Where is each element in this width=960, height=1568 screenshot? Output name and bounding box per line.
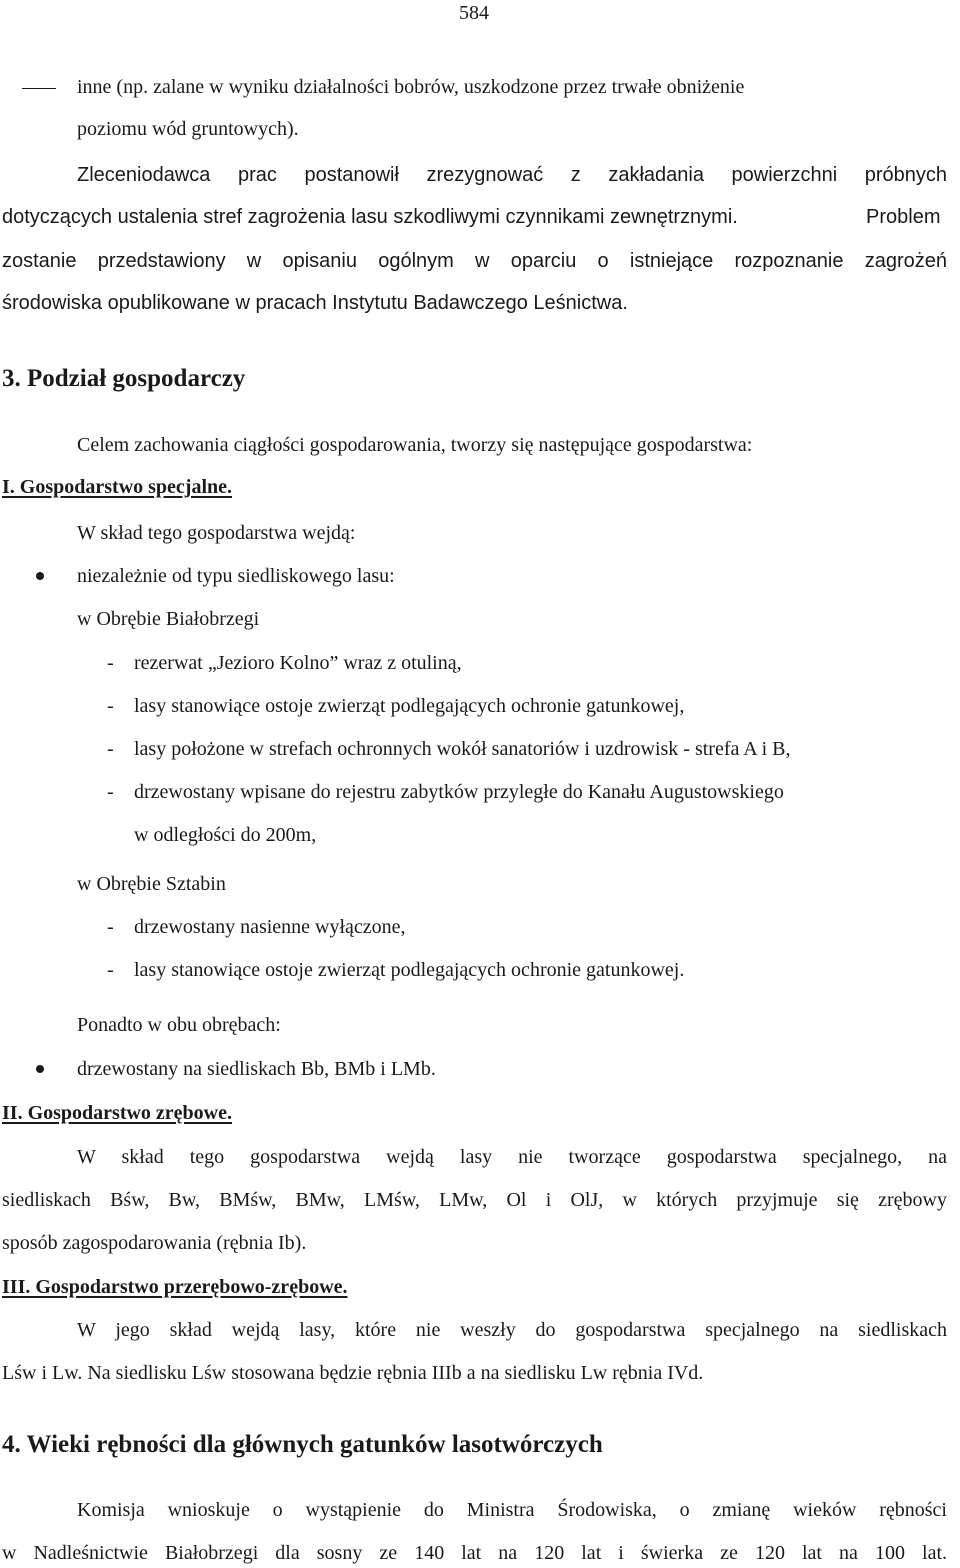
list-item: drzewostany wpisane do rejestru zabytków przyległe do Kanału Augustowskiego xyxy=(134,781,784,803)
dash-marker: - xyxy=(107,781,114,803)
page-number: 584 xyxy=(459,2,489,24)
bullet-item: drzewostany na siedliskach Bb, BMb i LMb. xyxy=(77,1058,436,1080)
list-item: lasy położone w strefach ochronnych wokół sanatoriów i uzdrowisk - strefa A i B, xyxy=(134,738,791,760)
paragraph-line: Problem xyxy=(866,206,941,228)
paragraph-line: w Nadleśnictwie Białobrzegi dla sosny ze 140 lat na 120 lat i świerka ze 120 lat na 100 lat. xyxy=(2,1542,947,1564)
obreb-label: w Obrębie Białobrzegi xyxy=(77,608,260,630)
bullet-item: niezależnie od typu siedliskowego lasu: xyxy=(77,565,395,587)
paragraph-line: Zleceniodawca prac postanowił zrezygnować z zakładania powierzchni próbnych xyxy=(77,164,947,186)
subsection-heading: II. Gospodarstwo zrębowe. xyxy=(2,1102,232,1124)
bullet-dot xyxy=(36,1065,44,1073)
section-heading: 4. Wieki rębności dla głównych gatunków lasotwórczych xyxy=(2,1431,603,1458)
dash-bullet xyxy=(22,88,56,89)
paragraph-line: zostanie przedstawiony w opisaniu ogólnym w oparciu o istniejące rozpoznanie zagrożeń xyxy=(2,250,947,272)
paragraph-line: siedliskach Bśw, Bw, BMśw, BMw, LMśw, LMw, Ol i OlJ, w których przyjmuje się zrębowy xyxy=(2,1189,947,1211)
list-item-line: inne (np. zalane w wyniku działalności bobrów, uszkodzone przez trwałe obniżenie xyxy=(77,76,745,98)
list-item: drzewostany nasienne wyłączone, xyxy=(134,916,406,938)
subsection-intro: W skład tego gospodarstwa wejdą: xyxy=(77,522,356,544)
section-intro: Celem zachowania ciągłości gospodarowania, tworzy się następujące gospodarstwa: xyxy=(77,434,753,456)
subsection-heading: III. Gospodarstwo przerębowo-zrębowe. xyxy=(2,1276,348,1298)
dash-marker: - xyxy=(107,738,114,760)
subsection-heading: I. Gospodarstwo specjalne. xyxy=(2,476,233,498)
list-item: lasy stanowiące ostoje zwierząt podlegających ochronie gatunkowej. xyxy=(134,959,685,981)
paragraph-line: W jego skład wejdą lasy, które nie weszły do gospodarstwa specjalnego na siedliskach xyxy=(77,1319,947,1341)
section-heading: 3. Podział gospodarczy xyxy=(2,365,246,392)
bullet-dot xyxy=(36,572,44,580)
dash-marker: - xyxy=(107,916,114,938)
paragraph-line: W skład tego gospodarstwa wejdą lasy nie tworzące gospodarstwa specjalnego, na xyxy=(77,1146,947,1168)
dash-marker: - xyxy=(107,652,114,674)
obreb-label: w Obrębie Sztabin xyxy=(77,873,226,895)
list-item: rezerwat „Jezioro Kolno” wraz z otuliną, xyxy=(134,652,462,674)
paragraph-line: środowiska opublikowane w pracach Instytutu Badawczego Leśnictwa. xyxy=(2,292,628,314)
paragraph-line: Komisja wnioskuje o wystąpienie do Ministra Środowiska, o zmianę wieków rębności xyxy=(77,1499,947,1521)
dash-marker: - xyxy=(107,959,114,981)
paragraph-line: dotyczących ustalenia stref zagrożenia lasu szkodliwymi czynnikami zewnętrznymi. xyxy=(2,206,738,228)
paragraph-line: Lśw i Lw. Na siedlisku Lśw stosowana będzie rębnia IIIb a na siedlisku Lw rębnia IVd. xyxy=(2,1362,704,1384)
list-item-line: poziomu wód gruntowych). xyxy=(77,118,299,140)
dash-marker: - xyxy=(107,695,114,717)
paragraph-line: Ponadto w obu obrębach: xyxy=(77,1014,281,1036)
paragraph-line: sposób zagospodarowania (rębnia Ib). xyxy=(2,1232,307,1254)
list-item: lasy stanowiące ostoje zwierząt podlegających ochronie gatunkowej, xyxy=(134,695,685,717)
list-item-continuation: w odległości do 200m, xyxy=(134,824,317,846)
